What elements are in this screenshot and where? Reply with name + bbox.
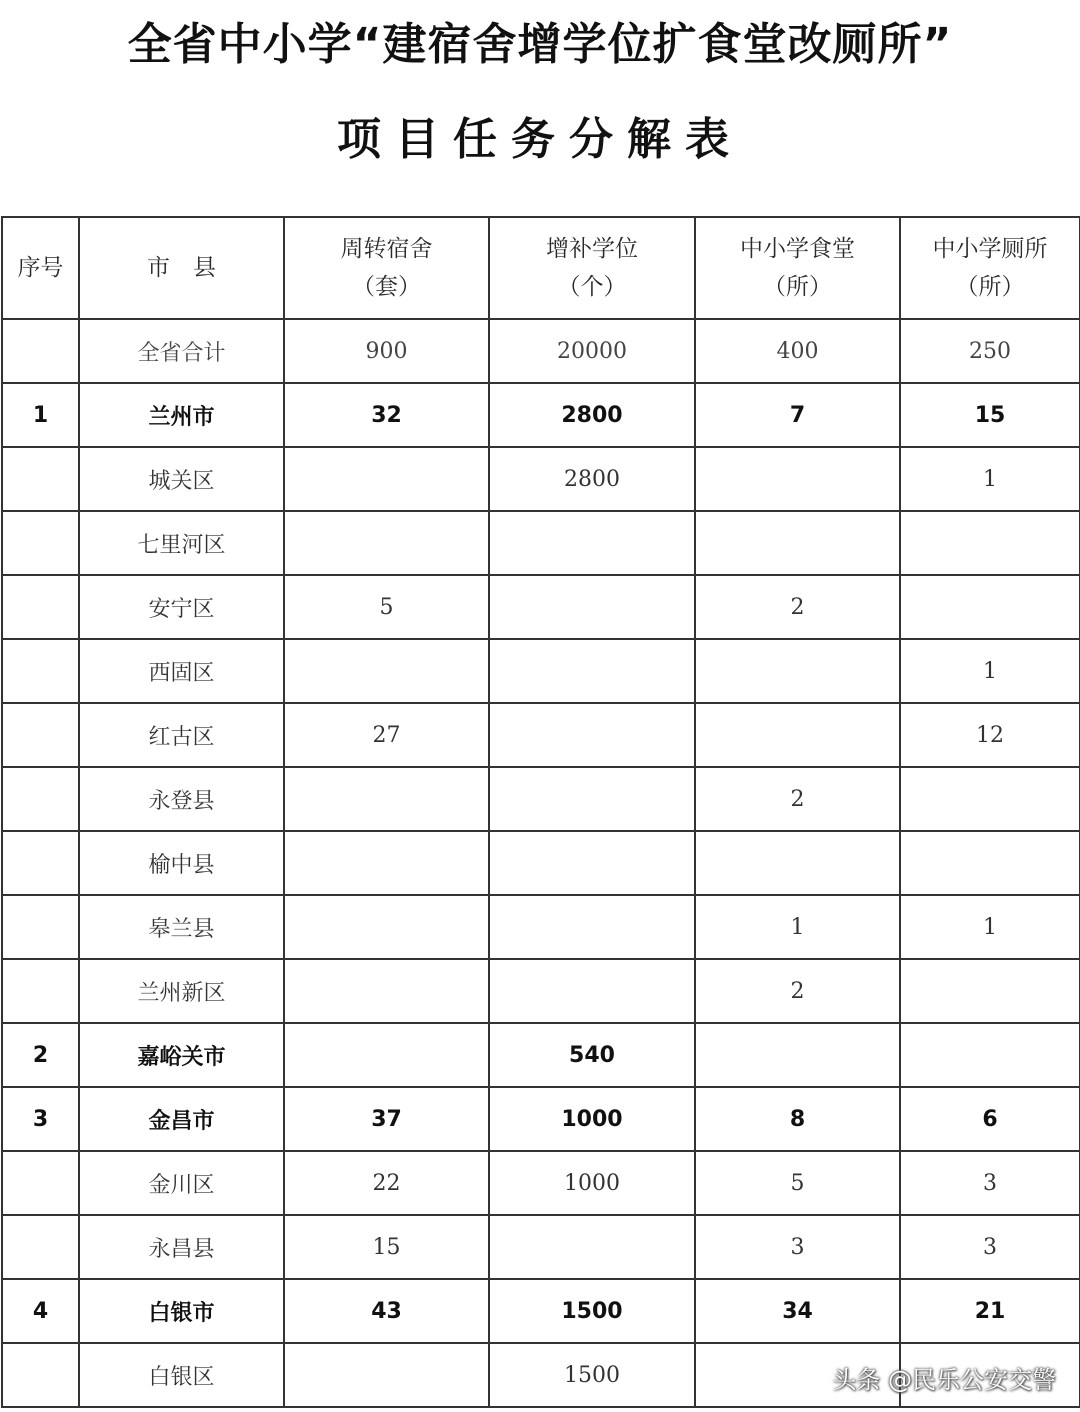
cell-dorm: 27 [284, 703, 489, 767]
cell-toilet: 250 [900, 319, 1080, 383]
header-seats-label: 增补学位 [546, 236, 638, 262]
cell-index [2, 1215, 79, 1279]
cell-toilet [900, 831, 1080, 895]
cell-canteen: 7 [695, 383, 900, 447]
cell-seats [489, 1215, 695, 1279]
header-dorm [284, 217, 489, 319]
table-header-row [2, 217, 1080, 319]
cell-county: 榆中县 [79, 831, 284, 895]
cell-seats [489, 511, 695, 575]
cell-canteen: 34 [695, 1279, 900, 1343]
cell-seats: 1000 [489, 1087, 695, 1151]
table-row [2, 383, 1080, 447]
cell-dorm [284, 831, 489, 895]
cell-index [2, 511, 79, 575]
cell-index [2, 575, 79, 639]
cell-canteen: 5 [695, 1151, 900, 1215]
cell-toilet: 1 [900, 447, 1080, 511]
cell-dorm [284, 511, 489, 575]
cell-seats [489, 575, 695, 639]
table-row [2, 1215, 1080, 1279]
table-row [2, 1151, 1080, 1215]
cell-seats: 2800 [489, 447, 695, 511]
cell-dorm [284, 639, 489, 703]
cell-county: 西固区 [79, 639, 284, 703]
header-dorm-unit: （套） [352, 274, 421, 300]
cell-county: 安宁区 [79, 575, 284, 639]
cell-canteen [695, 831, 900, 895]
cell-seats: 540 [489, 1023, 695, 1087]
cell-toilet: 6 [900, 1087, 1080, 1151]
cell-dorm: 37 [284, 1087, 489, 1151]
cell-seats: 20000 [489, 319, 695, 383]
cell-toilet [900, 767, 1080, 831]
cell-county: 金川区 [79, 1151, 284, 1215]
table-row [2, 959, 1080, 1023]
header-canteen-label: 中小学食堂 [740, 236, 855, 262]
document-title-line2: 项目任务分解表 [337, 114, 743, 165]
cell-dorm [284, 447, 489, 511]
cell-index [2, 703, 79, 767]
cell-toilet: 3 [900, 1151, 1080, 1215]
cell-index: 1 [2, 383, 79, 447]
header-toilet-label: 中小学厕所 [932, 236, 1048, 262]
table-row [2, 319, 1080, 383]
cell-canteen: 2 [695, 767, 900, 831]
table-row [2, 831, 1080, 895]
table-row [2, 767, 1080, 831]
cell-toilet [900, 1023, 1080, 1087]
cell-county: 皋兰县 [79, 895, 284, 959]
cell-county: 红古区 [79, 703, 284, 767]
cell-canteen: 2 [695, 959, 900, 1023]
document-title-line1: 全省中小学“建宿舍增学位扩食堂改厕所” [127, 19, 953, 70]
cell-county: 城关区 [79, 447, 284, 511]
cell-county: 兰州市 [79, 383, 284, 447]
table-row [2, 511, 1080, 575]
header-dorm-label: 周转宿舍 [340, 236, 433, 262]
cell-index: 2 [2, 1023, 79, 1087]
source-watermark: 头条 @民乐公安交警 [832, 1366, 1056, 1394]
cell-canteen: 8 [695, 1087, 900, 1151]
cell-index [2, 319, 79, 383]
cell-dorm [284, 959, 489, 1023]
cell-seats [489, 767, 695, 831]
cell-index [2, 639, 79, 703]
cell-toilet [900, 959, 1080, 1023]
table-row [2, 1279, 1080, 1343]
header-seats-unit: （个） [557, 274, 627, 300]
header-toilet [900, 217, 1080, 319]
cell-county: 白银区 [79, 1343, 284, 1407]
header-seats [489, 217, 695, 319]
cell-dorm [284, 1343, 489, 1407]
cell-county: 白银市 [79, 1279, 284, 1343]
table-row [2, 447, 1080, 511]
cell-county: 金昌市 [79, 1087, 284, 1151]
cell-seats: 1500 [489, 1279, 695, 1343]
cell-canteen: 2 [695, 575, 900, 639]
cell-index [2, 895, 79, 959]
cell-toilet: 3 [900, 1215, 1080, 1279]
cell-seats: 1500 [489, 1343, 695, 1407]
cell-toilet [900, 575, 1080, 639]
cell-dorm: 43 [284, 1279, 489, 1343]
cell-dorm: 900 [284, 319, 489, 383]
table-row [2, 639, 1080, 703]
cell-dorm: 32 [284, 383, 489, 447]
cell-seats [489, 831, 695, 895]
cell-seats: 1000 [489, 1151, 695, 1215]
cell-county: 全省合计 [79, 319, 284, 383]
cell-canteen: 3 [695, 1215, 900, 1279]
cell-dorm: 15 [284, 1215, 489, 1279]
table-row [2, 895, 1080, 959]
cell-county: 永登县 [79, 767, 284, 831]
cell-toilet: 21 [900, 1279, 1080, 1343]
cell-county: 七里河区 [79, 511, 284, 575]
cell-dorm [284, 767, 489, 831]
cell-canteen [695, 639, 900, 703]
header-canteen-unit: （所） [763, 274, 832, 300]
cell-canteen [695, 1023, 900, 1087]
cell-seats: 2800 [489, 383, 695, 447]
header-toilet-unit: （所） [955, 274, 1025, 300]
cell-dorm [284, 1023, 489, 1087]
cell-seats [489, 639, 695, 703]
cell-toilet: 1 [900, 639, 1080, 703]
cell-canteen: 400 [695, 319, 900, 383]
table-row [2, 703, 1080, 767]
cell-county: 兰州新区 [79, 959, 284, 1023]
task-breakdown-table [1, 216, 1080, 1408]
cell-index: 3 [2, 1087, 79, 1151]
cell-dorm: 22 [284, 1151, 489, 1215]
header-canteen [695, 217, 900, 319]
table-row [2, 575, 1080, 639]
cell-index [2, 1151, 79, 1215]
table-row [2, 1023, 1080, 1087]
cell-canteen [695, 511, 900, 575]
cell-toilet: 15 [900, 383, 1080, 447]
cell-index: 4 [2, 1279, 79, 1343]
cell-toilet [900, 511, 1080, 575]
cell-dorm [284, 895, 489, 959]
cell-canteen [695, 703, 900, 767]
cell-index [2, 831, 79, 895]
cell-seats [489, 959, 695, 1023]
cell-toilet: 12 [900, 703, 1080, 767]
cell-seats [489, 895, 695, 959]
header-county: 市 县 [79, 217, 284, 319]
cell-dorm: 5 [284, 575, 489, 639]
cell-canteen [695, 447, 900, 511]
cell-county: 嘉峪关市 [79, 1023, 284, 1087]
cell-index [2, 447, 79, 511]
cell-seats [489, 703, 695, 767]
cell-index [2, 767, 79, 831]
cell-index [2, 959, 79, 1023]
header-index: 序号 [2, 217, 79, 319]
cell-canteen: 1 [695, 895, 900, 959]
cell-index [2, 1343, 79, 1407]
cell-county: 永昌县 [79, 1215, 284, 1279]
table-row [2, 1087, 1080, 1151]
cell-toilet: 1 [900, 895, 1080, 959]
